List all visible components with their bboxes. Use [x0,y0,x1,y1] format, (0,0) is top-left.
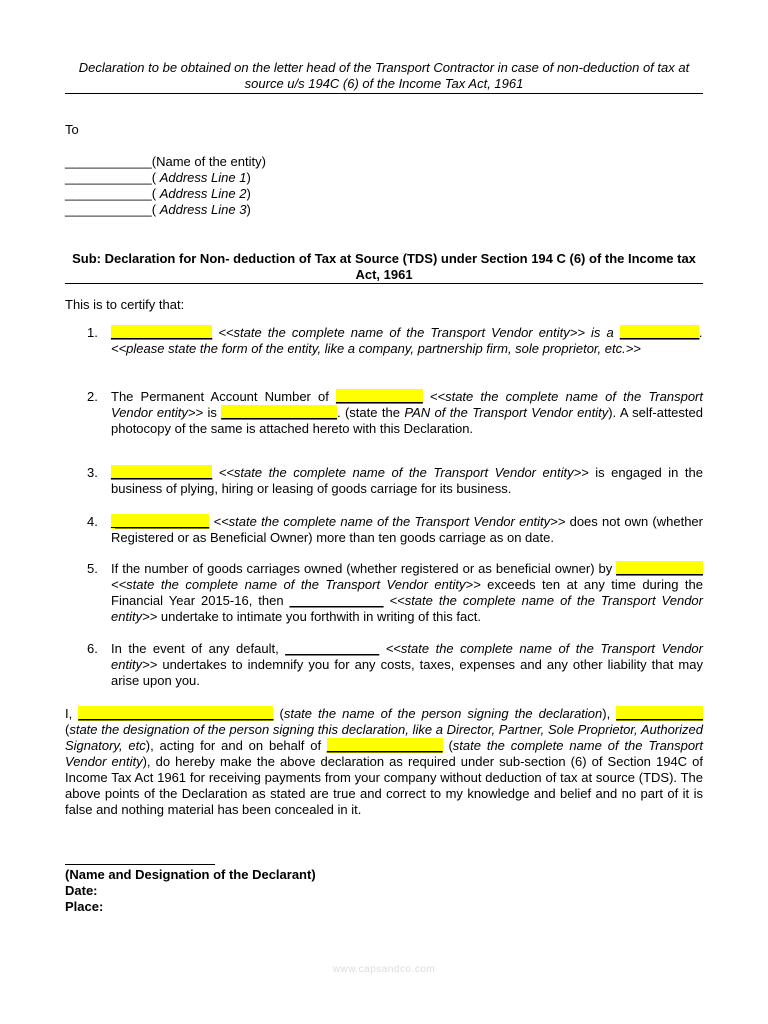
decl-text-part: state the complete name of the Transport Vendor entity [65,738,703,769]
address-line-3-label: Address Line 3 [159,202,247,217]
address-line-3 [65,202,251,218]
address-paren-close: ) [246,186,251,201]
item-text [111,561,703,625]
subject-heading [65,251,703,283]
item-text-part: <<state the complete name of the Transport Vendor entity>> [111,389,703,420]
decl-text-part: ), do hereby make the above declaration as required under sub-section (6) of Section 194C of Income Tax Act 1961 for receiving payments from your company without deduction of tax at source (TDS). The above points of the Declaration as stated are true and correct to my knowledge and belief and no part of it is false and nothing material has been concealed in it. [65,754,703,817]
highlighted-blank[interactable]: ___________________________ [78,706,274,721]
item-text-part: The Permanent Account Number of [111,389,336,404]
decl-text-part: ), [602,706,617,721]
item-text-part: <<state the complete name of the Transport Vendor entity>> [212,465,589,480]
highlighted-blank[interactable]: ________________ [326,738,443,753]
watermark: www.capsandco.com [332,964,436,975]
item-text [111,641,703,689]
item-number: 2. [87,389,98,404]
address-entity-label: (Name of the entity) [151,154,266,169]
item-number: 3. [87,465,98,480]
highlighted-blank[interactable]: ___________ [619,325,700,340]
decl-text-part: state the name of the person signing the declaration [283,706,603,721]
address-line-2-label: Address Line 2 [159,186,247,201]
item-text-part: ). A self-attested photocopy of the same is attached hereto with this Declaration. [111,405,703,436]
item-text-part: does not own (whether Registered or as Beneficial Owner) more than ten goods carriage as on date. [111,514,703,545]
address-paren-open: ( [151,202,160,217]
item-text-part: .<<please state the form of the entity, like a company, partnership firm, sole proprietor, etc.>> [111,325,703,356]
subject-rule [65,283,703,284]
address-paren-open: ( [151,186,160,201]
highlighted-blank[interactable]: ________________ [221,405,337,420]
declaration-paragraph [65,706,703,818]
address-blank: ____________ [65,186,152,201]
item-text-part: undertake to intimate you forthwith in writing of this fact. [157,609,481,624]
item-text [111,389,703,437]
highlighted-blank[interactable]: ____________ [336,389,423,404]
item-text-part: . (state the [336,405,405,420]
item-text-part: If the number of goods carriages owned (whether registered or as beneficial owner) by [111,561,617,576]
item-text-part: In the event of any default, [111,641,286,656]
subject-line-2: Act, 1961 [355,267,413,282]
item-text-part: is [203,405,222,420]
header-line-1: Declaration to be obtained on the letter head of the Transport Contractor in case of non-deduction of tax at [78,60,690,75]
address-entity-line [65,154,266,170]
address-blank: ____________ [65,202,152,217]
header-rule [65,93,703,94]
decl-text-part: ( [442,738,453,753]
highlighted-blank[interactable]: _____________ [111,514,210,529]
to-label: To [65,122,79,137]
document-header [65,60,703,92]
plain-blank[interactable]: _____________ [285,641,380,656]
item-text-part: <<state the complete name of the Transport Vendor entity>> [209,514,566,529]
item-number: 1. [87,325,98,340]
decl-text-part: ), acting for and on behalf of [145,738,327,753]
highlighted-blank[interactable]: ______________ [111,325,213,340]
address-line-2 [65,186,251,202]
item-number: 6. [87,641,98,656]
date-label: Date: [65,883,98,898]
item-number: 5. [87,561,98,576]
decl-text-part: state the designation of the person signing this declaration, like a Director, Partner, Sole Proprietor, Authorized Signatory, etc [65,722,703,753]
place-label: Place: [65,899,104,914]
header-line-2: source u/s 194C (6) of the Income Tax Act, 1961 [244,76,524,91]
item-text-part: <<state the complete name of the Transport Vendor entity>> [111,577,481,592]
plain-blank[interactable]: _____________ [289,593,384,608]
item-text [111,325,703,357]
address-blank: ____________ [65,170,152,185]
subject-line-1: Sub: Declaration for Non- deduction of Tax at Source (TDS) under Section 194 C (6) of the Income tax [72,251,696,266]
item-text-part: <<state the complete name of the Transport Vendor entity>> [111,593,703,624]
item-text-part: <<state the complete name of the Transport Vendor entity>> [111,641,703,672]
address-blank: ____________ [65,154,152,169]
declarant-label: (Name and Designation of the Declarant) [65,867,316,882]
decl-text-part: I, [65,706,79,721]
address-line-1-label: Address Line 1 [159,170,247,185]
address-paren-open: ( [151,170,160,185]
decl-text-part: ( [65,722,70,737]
item-text-part: exceeds ten at any time during the Financial Year 2015-16, then [111,577,703,608]
item-text-part: <<state the complete name of the Transport Vendor entity>> is a [212,325,620,340]
address-line-1 [65,170,251,186]
item-text-part: PAN of the Transport Vendor entity [404,405,609,420]
address-paren-close: ) [246,202,251,217]
highlighted-blank[interactable]: ____________ [616,561,703,576]
item-text-part: undertakes to indemnify you for any costs, taxes, expenses and any other liability that may arise upon you. [111,657,703,688]
highlighted-blank[interactable]: ______________ [111,465,213,480]
signature-line[interactable] [65,864,215,865]
item-text [111,514,703,546]
item-number: 4. [87,514,98,529]
decl-text-part: ( [273,706,284,721]
certify-intro: This is to certify that: [65,297,185,312]
item-text [111,465,703,497]
highlighted-blank[interactable]: ____________ [616,706,703,721]
item-text-part: is engaged in the business of plying, hiring or leasing of goods carriage for its business. [111,465,703,496]
address-paren-close: ) [246,170,251,185]
